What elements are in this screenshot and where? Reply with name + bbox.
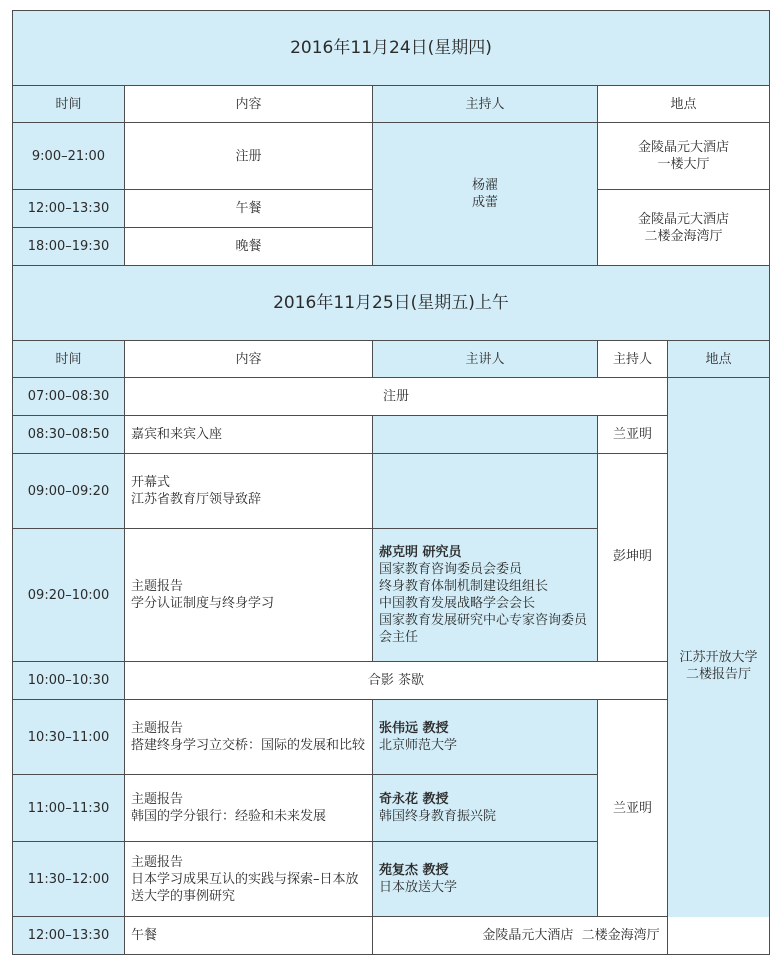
keynote4-speaker-cell bbox=[373, 842, 598, 917]
day1-time-cell: 18:00–19:30 bbox=[13, 228, 125, 266]
day1-header-row bbox=[13, 86, 770, 123]
host-block2-cell: 兰亚明 bbox=[598, 700, 668, 917]
content-line: 主题报告 bbox=[131, 721, 184, 736]
day1-content-cell: 晚餐 bbox=[125, 228, 373, 266]
day1-venue-a bbox=[598, 123, 770, 190]
day2-time-cell: 09:00–09:20 bbox=[13, 454, 125, 529]
day1-venue-b bbox=[598, 190, 770, 266]
venue-line: 金陵晶元大酒店 bbox=[638, 211, 730, 227]
day2-header-speaker: 主讲人 bbox=[373, 341, 598, 378]
schedule-table bbox=[12, 10, 770, 955]
day1-content-cell: 午餐 bbox=[125, 190, 373, 228]
day1-hosts-cell bbox=[373, 123, 598, 266]
day1-header-venue: 地点 bbox=[598, 86, 770, 123]
day2-header-content: 内容 bbox=[125, 341, 373, 378]
venue-line: 二楼报告厅 bbox=[686, 667, 752, 682]
table-row bbox=[13, 700, 770, 775]
content-line: 主题报告 bbox=[131, 792, 184, 807]
venue-line: 一楼大厅 bbox=[657, 157, 710, 172]
keynote2-content-cell bbox=[125, 700, 373, 775]
day2-time-cell: 07:00–08:30 bbox=[13, 378, 125, 416]
host-name: 成蕾 bbox=[471, 195, 498, 210]
day2-time-cell: 10:00–10:30 bbox=[13, 662, 125, 700]
host-block1-cell: 彭坤明 bbox=[598, 454, 668, 662]
day2-time-cell: 11:30–12:00 bbox=[13, 842, 125, 917]
table-row bbox=[13, 378, 770, 416]
content-line: 主题报告 bbox=[131, 579, 184, 594]
day2-time-cell: 08:30–08:50 bbox=[13, 416, 125, 454]
day2-header-time: 时间 bbox=[13, 341, 125, 378]
keynote3-speaker-cell bbox=[373, 775, 598, 842]
day1-title: 2016年11月24日(星期四) bbox=[13, 11, 770, 86]
day1-time-cell: 9:00–21:00 bbox=[13, 123, 125, 190]
speaker-title: 国家教育发展研究中心专家咨询委员会主任 bbox=[379, 613, 588, 645]
keynote1-content-cell bbox=[125, 529, 373, 662]
content-line: 主题报告 bbox=[131, 854, 184, 870]
table-row bbox=[13, 662, 770, 700]
empty-speaker-cell bbox=[373, 416, 598, 454]
table-row bbox=[13, 917, 770, 955]
host-name: 杨濯 bbox=[471, 178, 498, 193]
day1-content-cell: 注册 bbox=[125, 123, 373, 190]
empty-speaker-cell bbox=[373, 454, 598, 529]
keynote4-content-cell bbox=[125, 842, 373, 917]
day2-header-venue: 地点 bbox=[668, 341, 770, 378]
content-line: 搭建终身学习立交桥：国际的发展和比较 bbox=[131, 738, 366, 753]
table-row bbox=[13, 416, 770, 454]
speaker-name: 郝克明 研究员 bbox=[379, 545, 462, 560]
speaker-title: 韩国终身教育振兴院 bbox=[379, 809, 497, 824]
keynote3-content-cell bbox=[125, 775, 373, 842]
lunch-content-cell: 午餐 bbox=[125, 917, 373, 955]
keynote1-speaker-cell bbox=[373, 529, 598, 662]
day2-time-cell: 11:00–11:30 bbox=[13, 775, 125, 842]
day1-header-content: 内容 bbox=[125, 86, 373, 123]
day2-time-cell: 09:20–10:00 bbox=[13, 529, 125, 662]
venue-line: 二楼金海湾厅 bbox=[644, 228, 723, 244]
lunch-place-cell: 金陵晶元大酒店 二楼金海湾厅 bbox=[373, 917, 770, 955]
speaker-title: 终身教育体制机制建设组组长 bbox=[379, 579, 549, 594]
seating-cell: 嘉宾和来宾入座 bbox=[125, 416, 373, 454]
speaker-title: 国家教育咨询委员会委员 bbox=[379, 562, 523, 577]
venue-line: 江苏开放大学 bbox=[679, 650, 758, 665]
seating-host-cell: 兰亚明 bbox=[598, 416, 668, 454]
speaker-title: 中国教育发展战略学会会长 bbox=[379, 596, 536, 611]
day2-time-cell: 10:30–11:00 bbox=[13, 700, 125, 775]
speaker-title: 日本放送大学 bbox=[379, 880, 458, 895]
content-line: 韩国的学分银行：经验和未来发展 bbox=[131, 809, 327, 824]
content-line: 开幕式 bbox=[131, 475, 171, 490]
speaker-name: 苑复杰 教授 bbox=[379, 863, 449, 878]
day1-title-row bbox=[13, 11, 770, 86]
content-line: 学分认证制度与终身学习 bbox=[131, 596, 275, 611]
day2-venue-cell bbox=[668, 378, 770, 955]
day2-title: 2016年11月25日(星期五)上午 bbox=[13, 266, 770, 341]
keynote2-speaker-cell bbox=[373, 700, 598, 775]
table-row bbox=[13, 123, 770, 190]
day2-header-host: 主持人 bbox=[598, 341, 668, 378]
day1-header-host: 主持人 bbox=[373, 86, 598, 123]
day2-header-row bbox=[13, 341, 770, 378]
table-row bbox=[13, 454, 770, 529]
speaker-name: 张伟远 教授 bbox=[379, 721, 449, 736]
day1-time-cell: 12:00–13:30 bbox=[13, 190, 125, 228]
day1-header-time: 时间 bbox=[13, 86, 125, 123]
day2-title-row bbox=[13, 266, 770, 341]
day2-time-cell: 12:00–13:30 bbox=[13, 917, 125, 955]
speaker-title: 北京师范大学 bbox=[379, 738, 458, 753]
venue-line: 金陵晶元大酒店 bbox=[638, 140, 730, 155]
registration-cell: 注册 bbox=[125, 378, 668, 416]
content-line: 江苏省教育厅领导致辞 bbox=[131, 492, 262, 507]
break-cell: 合影 茶歇 bbox=[125, 662, 668, 700]
opening-content-cell bbox=[125, 454, 373, 529]
speaker-name: 奇永花 教授 bbox=[379, 792, 449, 807]
content-line: 日本学习成果互认的实践与探索–日本放送大学的事例研究 bbox=[131, 871, 359, 904]
